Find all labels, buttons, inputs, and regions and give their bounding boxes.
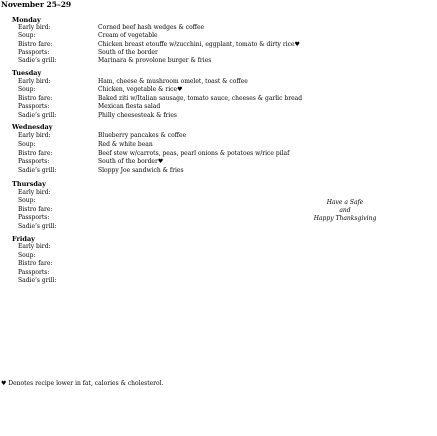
- row-label: Early bird:: [18, 243, 51, 250]
- holiday-line: and: [339, 207, 351, 214]
- row-label: Soup:: [18, 197, 36, 204]
- row-label: Early bird:: [18, 189, 51, 196]
- row-label: Bistro fare:: [18, 150, 53, 157]
- row-label: Sadie’s grill:: [18, 167, 57, 174]
- day-name: Monday: [12, 16, 41, 24]
- row-label: Passports:: [18, 49, 50, 56]
- row-label: Bistro fare:: [18, 41, 53, 48]
- row-label: Sadie’s grill:: [18, 112, 57, 119]
- row-label: Soup:: [18, 86, 36, 93]
- row-label: Bistro fare:: [18, 206, 53, 213]
- row-item: Philly cheesesteak & fries: [98, 112, 177, 119]
- holiday-line: Happy Thanksgiving: [313, 215, 377, 222]
- row-label: Sadie’s grill:: [18, 57, 57, 64]
- row-item: Beef stew w/carrots, peas, pearl onions & potatoes w/rice pilaf: [98, 150, 290, 157]
- row-item: South of the border: [98, 49, 158, 56]
- row-item: Ham, cheese & mushroom omelet, toast & coffee: [98, 78, 248, 85]
- row-item: Marinara & provolone burger & fries: [98, 57, 212, 64]
- row-label: Passports:: [18, 269, 50, 276]
- row-item: Mexican fiesta salad: [98, 103, 161, 110]
- row-label: Passports:: [18, 103, 50, 110]
- row-label: Sadie’s grill:: [18, 223, 57, 230]
- row-item: Chicken, vegetable & rice♥: [98, 86, 183, 93]
- day-name: Friday: [12, 235, 35, 243]
- day-name: Wednesday: [12, 123, 53, 131]
- row-item: Cream of vegetable: [98, 32, 158, 39]
- row-label: Early bird:: [18, 132, 51, 139]
- row-label: Soup:: [18, 252, 36, 259]
- row-item: Chicken breast etouffe w/zucchini, eggplant, tomato & dirty rice♥: [98, 41, 300, 48]
- row-label: Passports:: [18, 158, 50, 165]
- row-item: Corned beef hash wedges & coffee: [98, 24, 205, 31]
- row-label: Early bird:: [18, 78, 51, 85]
- footnote: ♥ Denotes recipe lower in fat, calories & cholesterol.: [1, 380, 164, 387]
- row-item: Baked ziti w/Italian sausage, tomato sauce, cheeses & garlic bread: [98, 95, 303, 102]
- holiday-line: Have a Safe: [326, 199, 364, 206]
- row-label: Early bird:: [18, 24, 51, 31]
- row-label: Soup:: [18, 32, 36, 39]
- page-title: November 25–29: [1, 0, 72, 9]
- row-item: Red & white bean: [98, 141, 153, 148]
- row-label: Bistro fare:: [18, 260, 53, 267]
- row-label: Soup:: [18, 141, 36, 148]
- day-name: Thursday: [12, 180, 46, 188]
- row-label: Sadie’s grill:: [18, 277, 57, 284]
- day-name: Tuesday: [12, 69, 42, 77]
- row-label: Bistro fare:: [18, 95, 53, 102]
- row-item: South of the border♥: [98, 158, 164, 165]
- row-item: Blueberry pancakes & coffee: [98, 132, 187, 139]
- row-label: Passports:: [18, 214, 50, 221]
- row-item: Sloppy Joe sandwich & fries: [98, 167, 184, 174]
